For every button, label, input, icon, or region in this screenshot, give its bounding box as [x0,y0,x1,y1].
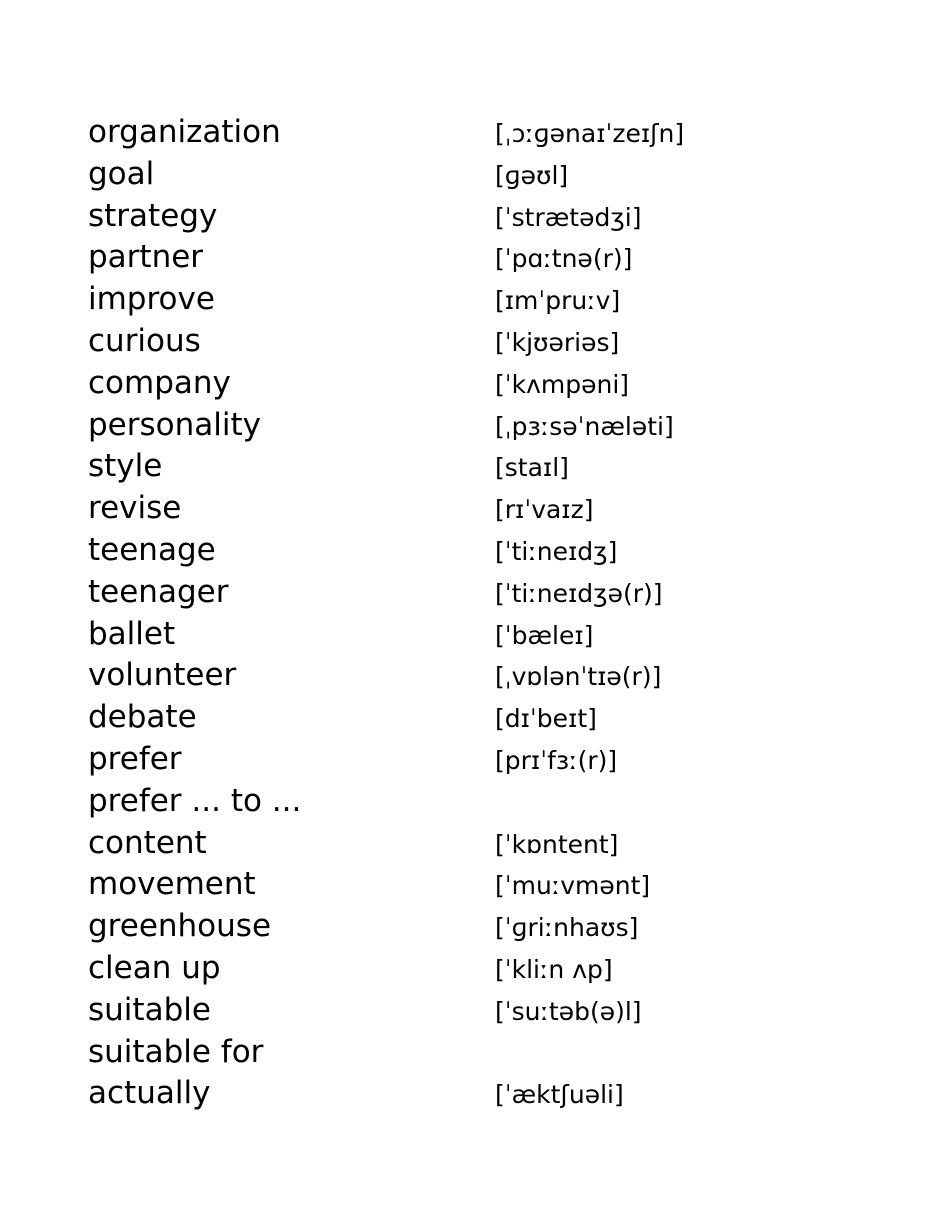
vocab-row [88,990,888,1032]
vocab-row [88,697,888,739]
vocab-word: prefer ... to ... [88,782,302,819]
vocab-phonetic: [ˈbæleɪ] [495,620,594,650]
vocab-word: ballet [88,615,176,652]
vocab-phonetic: [ˌvɒlənˈtɪə(r)] [495,662,662,692]
vocab-word: teenage [88,531,216,568]
vocab-word: clean up [88,949,221,986]
vocab-row [88,196,888,238]
vocab-phonetic: [ˈtiːneɪdʒə(r)] [495,578,663,608]
vocab-row [88,739,888,781]
vocab-word: company [88,364,231,401]
vocab-row [88,572,888,614]
vocab-phonetic: [ˈɡriːnhaʊs] [495,913,639,943]
vocab-word: partner [88,239,204,276]
vocab-phonetic: [prɪˈfɜː(r)] [495,745,618,775]
vocab-word: personality [88,406,261,443]
vocab-row [88,1073,888,1115]
vocab-row [88,405,888,447]
vocab-row [88,655,888,697]
vocab-word: style [88,448,163,485]
vocab-word: teenager [88,573,229,610]
vocab-word: improve [88,281,215,318]
vocab-word: suitable for [88,1033,264,1070]
vocab-word: organization [88,114,281,150]
vocab-phonetic: [dɪˈbeɪt] [495,704,597,734]
vocabulary-list [88,112,888,1115]
vocab-word: debate [88,699,197,736]
vocab-row [88,906,888,948]
vocab-phonetic: [ˈsuːtəb(ə)l] [495,996,642,1026]
vocab-phonetic: [ˈkɒntent] [495,829,619,859]
vocab-row [88,321,888,363]
vocab-row [88,614,888,656]
vocab-phonetic: [staɪl] [495,453,569,483]
vocab-row [88,823,888,865]
vocab-word: volunteer [88,657,237,694]
vocab-phonetic: [ˈstrætədʒi] [495,202,642,232]
vocab-row [88,530,888,572]
vocab-row [88,864,888,906]
vocab-phonetic: [ɡəʊl] [495,160,569,190]
vocab-row [88,488,888,530]
vocab-row [88,154,888,196]
vocab-word: movement [88,866,256,903]
vocab-row [88,363,888,405]
vocab-phonetic: [ˈkliːn ʌp] [495,954,613,984]
vocab-word: curious [88,322,201,359]
vocab-phonetic: [ˈæktʃuəli] [495,1080,624,1110]
vocab-row [88,781,888,823]
vocab-word: greenhouse [88,908,272,945]
vocab-phonetic: [ˈpɑːtnə(r)] [495,244,633,274]
vocab-row [88,1032,888,1074]
vocab-phonetic: [ɪmˈpruːv] [495,286,621,316]
vocab-phonetic: [ˈmuːvmənt] [495,871,651,901]
vocab-row [88,237,888,279]
vocab-row [88,446,888,488]
vocab-phonetic: [ˌɔːɡənaɪˈzeɪʃn] [495,119,685,148]
vocab-word: suitable [88,991,211,1028]
vocab-phonetic: [ˈkʌmpəni] [495,369,630,399]
vocab-row [88,948,888,990]
vocab-word: strategy [88,197,218,234]
vocab-word: prefer [88,740,182,777]
vocab-row [88,112,888,154]
vocab-phonetic: [ˈkjʊəriəs] [495,327,620,357]
vocab-phonetic: [rɪˈvaɪz] [495,495,594,525]
vocab-phonetic: [ˈtiːneɪdʒ] [495,536,618,566]
vocab-phonetic: [ˌpɜːsəˈnæləti] [495,411,674,441]
vocab-word: revise [88,490,182,527]
vocab-word: goal [88,155,155,192]
vocab-word: actually [88,1075,211,1112]
vocab-row [88,279,888,321]
vocab-word: content [88,824,207,861]
